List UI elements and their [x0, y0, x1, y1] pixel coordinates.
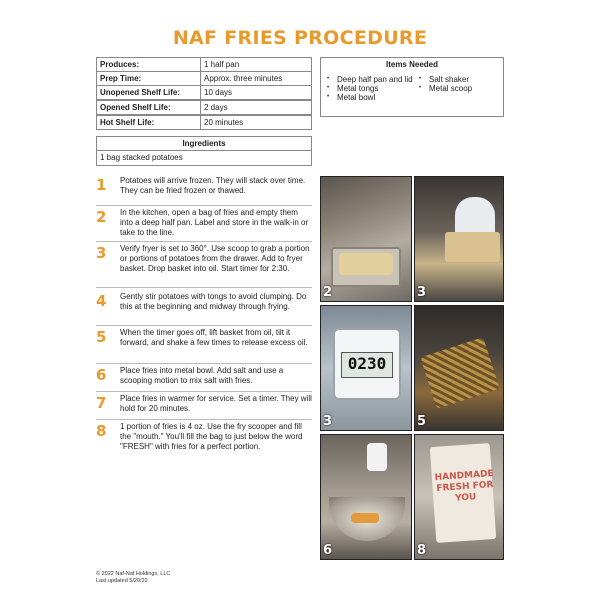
items-list	[327, 75, 419, 102]
ingredients-box	[96, 136, 312, 166]
info-table	[96, 57, 312, 130]
step-item	[96, 366, 312, 392]
photo-timer	[320, 305, 412, 431]
bag-print: HANDMADE FRESH FOR YOU	[434, 468, 494, 504]
step-item	[96, 328, 312, 364]
list-item: • Salt shaker	[419, 75, 472, 84]
photo-fries-in-pan	[320, 176, 412, 302]
photo-fries-bag	[414, 434, 504, 560]
info-row	[97, 100, 312, 115]
copyright-text: © 2022 Naf-Naf Holdings, LLC	[96, 571, 171, 577]
step-item	[96, 244, 312, 288]
step-item	[96, 292, 312, 326]
step-item	[96, 394, 312, 420]
info-label: Opened Shelf Life:	[97, 100, 201, 115]
photo-number: 6	[323, 543, 333, 558]
step-number: 7	[96, 394, 107, 412]
info-label: Unopened Shelf Life:	[97, 86, 201, 101]
items-list	[419, 75, 472, 102]
fry-basket	[445, 232, 500, 262]
step-number: 4	[96, 292, 107, 310]
step-number: 2	[96, 208, 107, 226]
frozen-fries	[339, 253, 393, 275]
photo-number: 8	[417, 543, 427, 558]
info-row	[97, 115, 312, 130]
info-value: 20 minutes	[201, 115, 312, 130]
info-value: Approx. three minutes	[201, 72, 312, 86]
info-label: Prep Time:	[97, 72, 201, 86]
step-text: Place fries into metal bowl. Add salt and use a scooping motion to mix salt with fries.	[120, 366, 284, 385]
step-item	[96, 176, 312, 206]
list-item: • Metal scoop	[419, 84, 472, 93]
footer	[96, 571, 170, 585]
info-row	[97, 72, 312, 86]
info-label: Hot Shelf Life:	[97, 115, 201, 130]
photo-number: 3	[417, 285, 427, 300]
step-text: Potatoes will arrive frozen. They will stack over time. They can be fried frozen or thawed.	[120, 176, 306, 195]
step-number: 5	[96, 328, 107, 346]
step-item	[96, 208, 312, 242]
list-item: • Metal bowl	[327, 93, 419, 102]
page-title: NAF FRIES PROCEDURE	[172, 27, 428, 49]
step-text: Gently stir potatoes with tongs to avoid clumping. Do this at the beginning and midway through frying.	[120, 292, 307, 311]
salt-shaker	[367, 443, 387, 471]
items-needed-box	[320, 57, 504, 117]
fries	[351, 513, 379, 523]
step-text: In the kitchen, open a bag of fries and empty them into a deep half pan. Label and store in the walk-in or take to the line.	[120, 208, 309, 237]
ingredients-text: 1 bag stacked potatoes	[100, 153, 183, 162]
step-item	[96, 422, 312, 468]
step-number: 1	[96, 176, 107, 194]
photo-number: 5	[417, 414, 427, 429]
photo-scooping-fries	[414, 176, 504, 302]
step-text: Verify fryer is set to 360°. Use scoop to grab a portion or portions of potatoes from the drawer. Add to fryer basket. Drop basket into oil. Start timer for 2:30.	[120, 244, 310, 273]
step-text: When the timer goes off, lift basket from oil, tilt it forward, and shake a few times to release excess oil.	[120, 328, 308, 347]
timer-display: 0230	[347, 354, 387, 373]
step-number: 8	[96, 422, 107, 440]
step-text: 1 portion of fries is 4 oz. Use the fry scooper and fill the "mouth." You'll fill the bag to just below the word "FRESH" with fries for a perfect portion.	[120, 422, 303, 451]
items-needed-heading: Items Needed	[385, 60, 439, 69]
step-number: 6	[96, 366, 107, 384]
step-text: Place fries in warmer for service. Set a timer. They will hold for 20 minutes.	[120, 394, 312, 413]
info-value: 1 half pan	[201, 58, 312, 72]
photo-number: 3	[323, 414, 333, 429]
info-row	[97, 86, 312, 101]
ingredients-heading: Ingredients	[97, 137, 311, 151]
info-label: Produces:	[97, 58, 201, 72]
photo-number: 2	[323, 285, 333, 300]
list-item: • Metal tongs	[327, 84, 419, 93]
last-updated-text: Last updated 5/20/22	[96, 578, 148, 584]
info-value: 10 days	[201, 86, 312, 101]
step-number: 3	[96, 244, 107, 262]
photo-salting-fries	[320, 434, 412, 560]
list-item: • Deep half pan and lid	[327, 75, 419, 84]
info-row	[97, 58, 312, 72]
photo-basket-lifted	[414, 305, 504, 431]
fry-basket	[420, 337, 499, 409]
info-value: 2 days	[201, 100, 312, 115]
